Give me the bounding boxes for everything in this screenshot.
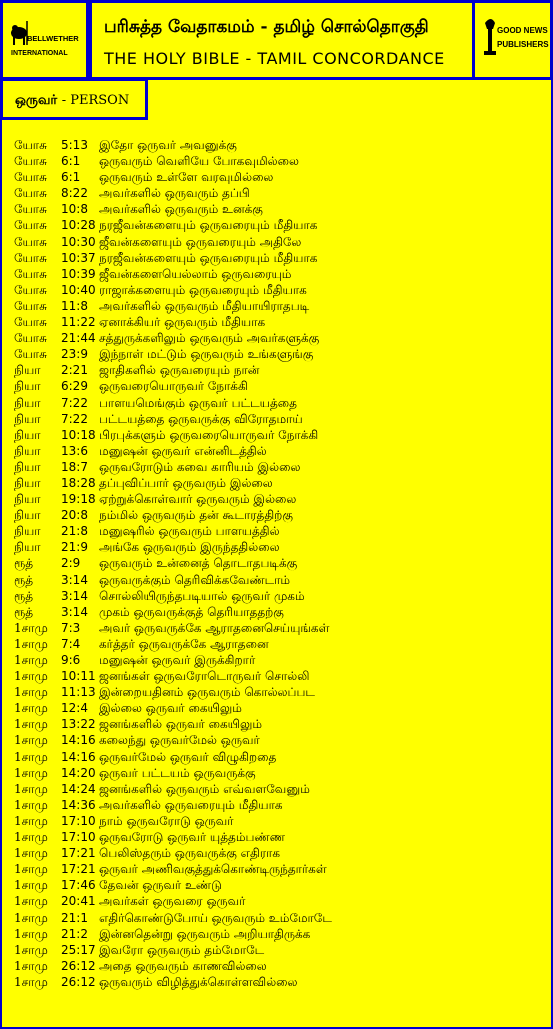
book-name: யோசு	[14, 250, 47, 265]
book-name: ரூத்	[14, 604, 34, 619]
verse-ref: 10:28	[61, 218, 96, 233]
verse-ref: 25:17	[61, 942, 96, 957]
verse-ref: 3:14	[61, 588, 88, 603]
book-name: 1சாமு	[14, 781, 48, 796]
list-item	[14, 411, 544, 427]
book-name: 1சாமு	[14, 974, 48, 989]
book-name: நியா	[14, 363, 41, 378]
book-name: நியா	[14, 379, 41, 394]
verse-ref: 17:46	[61, 878, 96, 893]
list-item	[14, 362, 544, 378]
book-name: யோசு	[14, 154, 47, 169]
book-name: 1சாமு	[14, 910, 48, 925]
book-name: நியா	[14, 459, 41, 474]
book-name: 1சாமு	[14, 926, 48, 941]
book-name: 1சாமு	[14, 862, 48, 877]
book-name: யோசு	[14, 298, 47, 313]
verse-ref: 14:20	[61, 765, 96, 780]
verse-ref: 13:6	[61, 443, 88, 458]
title-tamil: பரிசுத்த வேதாகமம் - தமிழ் சொல்தொகுதி	[104, 17, 429, 37]
verse-text: ஜனங்களில் ஒருவரும் எவ்வளவேனும்	[99, 781, 310, 796]
verse-text: நரஜீவன்களையும் ஒருவரையும் மீதியாக	[99, 218, 318, 233]
book-name: 1சாமு	[14, 685, 48, 700]
verse-ref: 11:8	[61, 298, 88, 313]
book-name: நியா	[14, 427, 41, 442]
headword-tamil: ஒருவர்	[15, 93, 58, 108]
verse-ref: 17:10	[61, 830, 96, 845]
verse-ref: 7:22	[61, 411, 88, 426]
list-item	[14, 958, 544, 974]
list-item	[14, 732, 544, 748]
verse-text: அவர்கள் ஒருவரை ஒருவர்	[99, 894, 246, 909]
verse-ref: 18:28	[61, 475, 96, 490]
verse-text: ஏனாக்கியர் ஒருவரும் மீதியாக	[99, 315, 266, 330]
list-item	[14, 572, 544, 588]
verse-text: ஒருவரும் உள்ளே வரவுமில்லை	[99, 170, 274, 185]
verse-text: ஒருவருக்கும் தெரிவிக்கவேண்டாம்	[99, 572, 291, 587]
list-item	[14, 684, 544, 700]
verse-ref: 11:13	[61, 685, 96, 700]
list-item	[14, 523, 544, 539]
book-name: யோசு	[14, 202, 47, 217]
list-item	[14, 169, 544, 185]
headword-box	[0, 78, 148, 120]
verse-text: ஜீவன்களையெல்லாம் ஒருவரையும்	[99, 266, 292, 281]
list-item	[14, 298, 544, 314]
list-item	[14, 185, 544, 201]
verse-ref: 2:21	[61, 363, 88, 378]
list-item	[14, 652, 544, 668]
list-item	[14, 201, 544, 217]
verse-ref: 10:30	[61, 234, 96, 249]
list-item	[14, 910, 544, 926]
verse-text: ஒருவரோடும் கவை காரியம் இல்லை	[99, 459, 301, 474]
headword-english: - PERSON	[61, 93, 130, 108]
verse-ref: 21:2	[61, 926, 88, 941]
verse-ref: 10:37	[61, 250, 96, 265]
book-name: யோசு	[14, 170, 47, 185]
verse-text: அங்கே ஒருவரும் இருந்ததில்லை	[99, 540, 280, 555]
verse-ref: 6:1	[61, 170, 81, 185]
verse-ref: 13:22	[61, 717, 96, 732]
verse-text: அதை ஒருவரும் காணவில்லை	[99, 958, 267, 973]
list-item	[14, 491, 544, 507]
good-news-logo	[472, 0, 553, 80]
verse-text: மனுஷன் ஒருவர் இருக்கிறார்	[99, 653, 256, 667]
list-item	[14, 539, 544, 555]
list-item	[14, 137, 544, 153]
verse-ref: 7:22	[61, 395, 88, 410]
list-item	[14, 829, 544, 845]
list-item	[14, 604, 544, 620]
list-item	[14, 443, 544, 459]
verse-text: ஜாதிகளில் ஒருவரையும் நான்	[99, 363, 260, 378]
book-name: ரூத்	[14, 556, 34, 571]
verse-text: ஜனங்கள் ஒருவரோடொருவர் சொல்லி	[99, 669, 310, 684]
book-name: ரூத்	[14, 588, 34, 603]
list-item	[14, 217, 544, 233]
book-name: 1சாமு	[14, 846, 48, 861]
list-item	[14, 620, 544, 636]
verse-ref: 10:11	[61, 669, 96, 684]
book-name: 1சாமு	[14, 765, 48, 780]
list-item	[14, 877, 544, 893]
verse-text: ஏற்றுக்கொள்வார் ஒருவரும் இல்லை	[99, 492, 297, 507]
verse-text: தப்புவிப்பார் ஒருவரும் இல்லை	[99, 475, 273, 490]
verse-text: ஒருவரும் வெளியே போகவுமில்லை	[99, 154, 299, 169]
verse-text: கர்த்தர் ஒருவருக்கே ஆராதனை	[99, 636, 269, 651]
verse-ref: 14:16	[61, 749, 96, 764]
title-box	[89, 0, 475, 80]
list-item	[14, 974, 544, 990]
book-name: ரூத்	[14, 572, 34, 587]
verse-text: பெலிஸ்தரும் ஒருவருக்கு எதிராக	[99, 846, 280, 861]
book-name: 1சாமு	[14, 878, 48, 893]
verse-ref: 10:8	[61, 202, 88, 217]
list-item	[14, 330, 544, 346]
verse-text: மனுஷன் ஒருவர் என்னிடத்தில்	[99, 443, 267, 458]
list-item	[14, 153, 544, 169]
list-item	[14, 813, 544, 829]
verse-ref: 6:29	[61, 379, 88, 394]
book-name: 1சாமு	[14, 733, 48, 748]
book-name: யோசு	[14, 347, 47, 362]
book-name: 1சாமு	[14, 669, 48, 684]
verse-ref: 14:36	[61, 797, 96, 812]
list-item	[14, 926, 544, 942]
verse-ref: 6:1	[61, 154, 81, 169]
list-item	[14, 282, 544, 298]
list-item	[14, 942, 544, 958]
list-item	[14, 475, 544, 491]
book-name: 1சாமு	[14, 701, 48, 716]
verse-text: சத்துருக்களிலும் ஒருவரும் அவர்களுக்கு	[99, 331, 320, 346]
verse-ref: 21:44	[61, 331, 96, 346]
book-name: 1சாமு	[14, 749, 48, 764]
verse-text: பட்டயத்தை ஒருவருக்கு விரோதமாய்	[99, 411, 303, 426]
verse-text: ஒருவரும் விழித்துக்கொள்ளவில்லை	[99, 974, 298, 989]
book-name: யோசு	[14, 186, 47, 201]
verse-ref: 20:8	[61, 508, 88, 523]
list-item	[14, 346, 544, 362]
verse-ref: 5:13	[61, 138, 88, 152]
book-name: நியா	[14, 443, 41, 458]
book-name: நியா	[14, 540, 41, 555]
verse-text: மனுஷரில் ஒருவரும் பாளயத்தில்	[99, 524, 280, 539]
list-item	[14, 797, 544, 813]
verse-ref: 23:9	[61, 347, 88, 362]
verse-ref: 14:16	[61, 733, 96, 748]
book-name: 1சாமு	[14, 653, 48, 667]
verse-text: அவர்களில் ஒருவரும் மீதியாயிராதபடி	[99, 298, 310, 313]
verse-ref: 21:9	[61, 540, 88, 555]
list-item	[14, 507, 544, 523]
verse-ref: 7:3	[61, 620, 81, 635]
lamb-icon	[3, 3, 86, 77]
left-logo-line2: INTERNATIONAL	[11, 50, 68, 57]
list-item	[14, 250, 544, 266]
verse-text: ஒருவரும் உன்னைத் தொடாதபடிக்கு	[99, 556, 298, 571]
verse-text: அவர் ஒருவருக்கே ஆராதனைசெய்யுங்கள்	[99, 620, 330, 635]
right-logo-line1: GOOD NEWS	[497, 26, 548, 35]
verse-ref: 12:4	[61, 701, 88, 716]
book-name: நியா	[14, 492, 41, 507]
verse-ref: 11:22	[61, 315, 96, 330]
verse-ref: 8:22	[61, 186, 88, 201]
verse-ref: 17:10	[61, 813, 96, 828]
verse-text: முகம் ஒருவருக்குத் தெரியாததற்கு	[99, 604, 284, 619]
verse-ref: 14:24	[61, 781, 96, 796]
list-item	[14, 700, 544, 716]
verse-text: ஒருவரையொருவர் நோக்கி	[99, 379, 248, 394]
list-item	[14, 588, 544, 604]
list-item	[14, 749, 544, 765]
verse-text: இந்நாள் மட்டும் ஒருவரும் உங்களுங்கு	[99, 347, 314, 362]
right-logo-line2: PUBLISHERS	[497, 40, 549, 49]
verse-text: அவர்களில் ஒருவரும் தப்பி	[99, 186, 250, 201]
verse-text: ராஜாக்களையும் ஒருவரையும் மீதியாக	[99, 282, 307, 297]
book-name: யோசு	[14, 315, 47, 330]
book-name: 1சாமு	[14, 958, 48, 973]
verse-text: அவர்களில் ஒருவரையும் மீதியாக	[99, 797, 283, 812]
book-name: நியா	[14, 524, 41, 539]
concordance-list	[14, 137, 544, 990]
list-item	[14, 234, 544, 250]
verse-text: நரஜீவன்களையும் ஒருவரையும் மீதியாக	[99, 250, 318, 265]
verse-text: இவரோ ஒருவரும் தம்மோடே	[99, 942, 265, 957]
verse-text: ஒருவரோடு ஒருவர் யுத்தம்பண்ண	[99, 830, 285, 845]
verse-ref: 2:9	[61, 556, 81, 571]
verse-text: ஒருவர் பட்டயம் ஒருவருக்கு	[99, 765, 256, 780]
list-item	[14, 378, 544, 394]
list-item	[14, 266, 544, 282]
list-item	[14, 668, 544, 684]
verse-text: பிரபுக்களும் ஒருவரையொருவர் நோக்கி	[99, 427, 319, 442]
list-item	[14, 314, 544, 330]
book-name: 1சாமு	[14, 942, 48, 957]
verse-ref: 21:8	[61, 524, 88, 539]
verse-text: ஜனங்களில் ஒருவர் கையிலும்	[99, 717, 262, 732]
book-name: 1சாமு	[14, 620, 48, 635]
list-item	[14, 765, 544, 781]
book-name: யோசு	[14, 282, 47, 297]
book-name: யோசு	[14, 234, 47, 249]
list-item	[14, 781, 544, 797]
list-item	[14, 716, 544, 732]
book-name: யோசு	[14, 266, 47, 281]
left-logo-line1: BELLWETHER	[27, 34, 79, 43]
verse-text: ஒருவர்மேல் ஒருவர் விழுகிறதை	[99, 749, 277, 764]
book-name: 1சாமு	[14, 797, 48, 812]
list-item	[14, 893, 544, 909]
list-item	[14, 395, 544, 411]
book-name: நியா	[14, 508, 41, 523]
book-name: 1சாமு	[14, 636, 48, 651]
list-item	[14, 845, 544, 861]
book-name: நியா	[14, 395, 41, 410]
verse-ref: 19:18	[61, 492, 96, 507]
list-item	[14, 861, 544, 877]
book-name: யோசு	[14, 218, 47, 233]
book-name: யோசு	[14, 138, 47, 152]
book-name: 1சாமு	[14, 813, 48, 828]
verse-text: தேவன் ஒருவர் உண்டு	[99, 878, 222, 893]
book-name: 1சாமு	[14, 830, 48, 845]
verse-text: இன்னதென்று ஒருவரும் அறியாதிருக்க	[99, 926, 311, 941]
verse-text: அவர்களில் ஒருவரும் உனக்கு	[99, 202, 263, 217]
book-name: நியா	[14, 411, 41, 426]
verse-ref: 10:39	[61, 266, 96, 281]
verse-text: இன்றையதினம் ஒருவரும் கொல்லப்பட	[99, 685, 315, 700]
verse-ref: 17:21	[61, 846, 96, 861]
list-item	[14, 555, 544, 571]
verse-text: ஜீவன்களையும் ஒருவரையும் அதிலே	[99, 234, 302, 249]
verse-ref: 10:40	[61, 282, 96, 297]
book-name: நியா	[14, 475, 41, 490]
title-english: THE HOLY BIBLE - TAMIL CONCORDANCE	[104, 49, 445, 68]
verse-ref: 3:14	[61, 572, 88, 587]
verse-text: இதோ ஒருவர் அவனுக்கு	[99, 138, 237, 152]
list-item	[14, 636, 544, 652]
verse-text: பாளயமெங்கும் ஒருவர் பட்டயத்தை	[99, 395, 297, 410]
verse-ref: 20:41	[61, 894, 96, 909]
list-item	[14, 459, 544, 475]
verse-text: இல்லை ஒருவர் கையிலும்	[99, 701, 242, 716]
verse-text: நம்மில் ஒருவரும் தன் கூடாரத்திற்கு	[99, 508, 293, 523]
book-name: யோசு	[14, 331, 47, 346]
verse-ref: 26:12	[61, 974, 96, 989]
verse-ref: 7:4	[61, 636, 81, 651]
bellwether-logo	[0, 0, 89, 80]
verse-text: எதிர்கொண்டுபோய் ஒருவரும் உம்மோடே	[99, 910, 332, 925]
verse-text: கலைந்து ஒருவர்மேல் ஒருவர்	[99, 733, 260, 748]
verse-text: நாம் ஒருவரோடு ஒருவர்	[99, 813, 234, 828]
verse-ref: 26:12	[61, 958, 96, 973]
verse-ref: 17:21	[61, 862, 96, 877]
book-name: 1சாமு	[14, 717, 48, 732]
verse-ref: 3:14	[61, 604, 88, 619]
verse-ref: 10:18	[61, 427, 96, 442]
list-item	[14, 427, 544, 443]
verse-text: சொல்லியிருந்தபடியால் ஒருவர் முகம்	[99, 588, 305, 603]
book-name: 1சாமு	[14, 894, 48, 909]
lamp-icon	[475, 3, 550, 77]
verse-ref: 21:1	[61, 910, 88, 925]
verse-text: ஒருவர் அணிவகுத்துக்கொண்டிருந்தார்கள்	[99, 862, 327, 877]
verse-ref: 18:7	[61, 459, 88, 474]
verse-ref: 9:6	[61, 653, 81, 667]
